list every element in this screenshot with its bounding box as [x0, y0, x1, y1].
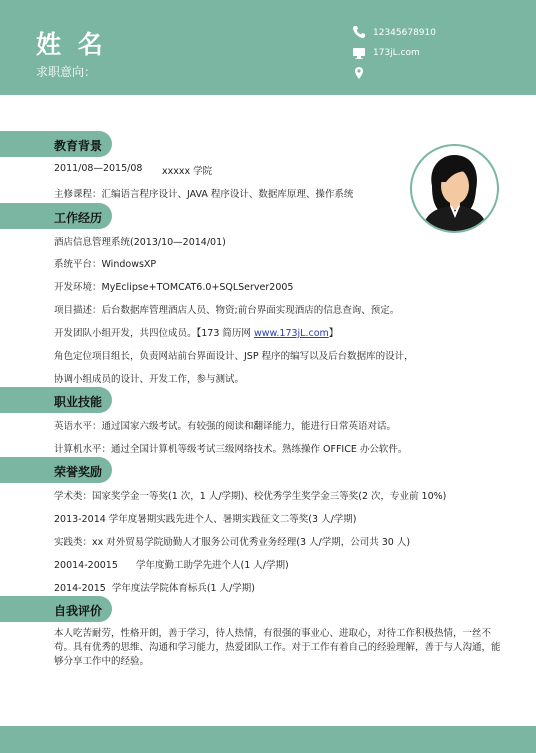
education-courses: 主修课程：汇编语言程序设计、JAVA 程序设计、数据库原理、操作系统	[54, 189, 354, 200]
work-team-line	[54, 325, 338, 339]
work-team-prefix: 开发团队小组开发，共四位成员。【173 简历网	[54, 328, 254, 339]
avatar-illustration	[412, 146, 497, 231]
phone-number: 12345678910	[373, 28, 436, 38]
location-pin-icon	[352, 66, 366, 80]
award-line: 20014-20015 学年度勤工助学先进个人(1 人/学期)	[54, 560, 289, 571]
work-title: 工作经历	[54, 211, 103, 225]
award-line: 实践类：xx 对外贸易学院励勤人才服务公司优秀业务经理(3 人/学期，公司共 30 人)	[54, 537, 411, 548]
skills-english: 英语水平：通过国家六级考试。有较强的阅读和翻译能力，能进行日常英语对话。	[54, 421, 397, 432]
work-line: 开发环境：MyEclipse+TOMCAT6.0+SQLServer2005	[54, 282, 294, 293]
work-line: 系统平台：WindowsXP	[54, 259, 157, 270]
footer-bar	[0, 726, 536, 753]
skills-computer: 计算机水平：通过全国计算机等级考试三级网络技术。熟练操作 OFFICE 办公软件。	[54, 444, 408, 455]
education-school: xxxxx 学院	[162, 166, 213, 177]
avatar	[410, 144, 499, 233]
work-line: 项目描述：后台数据库管理酒店人员、物资;前台界面实现酒店的信息查询、预定。	[54, 305, 400, 316]
work-team-suffix: 】	[328, 328, 339, 339]
phone-icon	[352, 25, 366, 39]
awards-title: 荣誉奖励	[54, 465, 103, 479]
education-dates: 2011/08—2015/08	[54, 163, 143, 174]
work-line: 酒店信息管理系统(2013/10—2014/01)	[54, 237, 226, 248]
award-line: 学术类：国家奖学金一等奖(1 次，1 人/学期)、校优秀学生奖学金三等奖(2 次，专业前 10%)	[54, 491, 447, 502]
self-title: 自我评价	[54, 604, 103, 618]
work-role-line: 角色定位项目组长，负责网站前台界面设计、JSP 程序的编写以及后台数据库的设计，	[54, 351, 414, 362]
self-evaluation-text: 本人吃苦耐劳，性格开朗，善于学习，待人热情，有很强的事业心、进取心，对待工作积极热情，一丝不苟。具有优秀的思维、沟通和学习能力，热爱团队工作。对于工作有着自己的经验理解，善于与人沟通，能够分享工作中的经验。	[54, 628, 501, 667]
website-text: 173jL.com	[373, 48, 420, 58]
education-title: 教育背景	[54, 139, 103, 153]
skills-title: 职业技能	[54, 395, 103, 409]
job-intent-label: 求职意向：	[36, 65, 97, 79]
work-role-line: 协调小组成员的设计、开发工作，参与测试。	[54, 374, 245, 385]
monitor-icon	[352, 46, 366, 60]
website-link[interactable]: www.173jL.com	[253, 328, 329, 339]
resume-name: 姓 名	[36, 30, 107, 59]
award-line: 2013-2014 学年度暑期实践先进个人、暑期实践征文二等奖(3 人/学期)	[54, 514, 357, 525]
award-line: 2014-2015 学年度法学院体育标兵(1 人/学期)	[54, 583, 255, 594]
